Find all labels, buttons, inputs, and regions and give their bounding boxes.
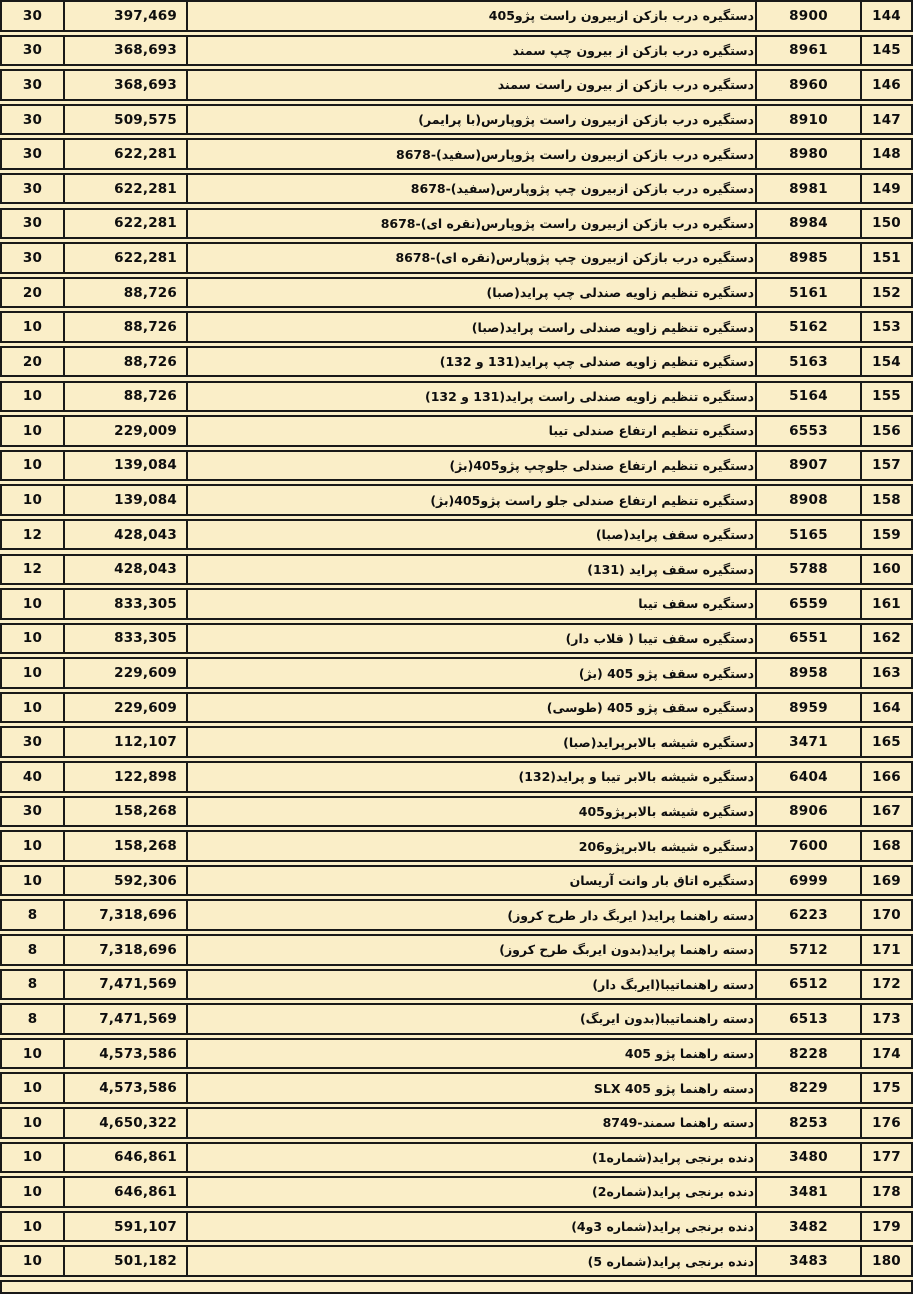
table-row bbox=[0, 381, 913, 413]
part-code-cell: 6513 bbox=[755, 1005, 860, 1033]
quantity-cell: 30 bbox=[22, 215, 43, 232]
part-code-cell: 3480 bbox=[755, 1144, 860, 1172]
row-number-cell: 159 bbox=[860, 521, 911, 549]
quantity-cell: 10 bbox=[22, 665, 43, 682]
table-row bbox=[0, 899, 913, 931]
price-cell: 833,305 bbox=[63, 590, 186, 618]
quantity-cell: 30 bbox=[22, 180, 43, 197]
row-number-cell: 145 bbox=[860, 37, 911, 65]
part-code-cell: 6512 bbox=[755, 971, 860, 999]
description-cell: دستگیره سقف پژو 405 (طوسی) bbox=[186, 694, 755, 722]
table-row bbox=[0, 1003, 913, 1035]
description-cell: دسته راهنما پژو 405 bbox=[186, 1040, 755, 1068]
part-code-cell: 8980 bbox=[755, 140, 860, 168]
price-cell: 622,281 bbox=[63, 244, 186, 272]
part-code-cell: 8908 bbox=[755, 486, 860, 514]
quantity-cell: 10 bbox=[22, 1253, 43, 1270]
table-row bbox=[0, 692, 913, 724]
price-cell: 229,609 bbox=[63, 694, 186, 722]
price-cell: 646,861 bbox=[63, 1144, 186, 1172]
table-row bbox=[0, 450, 913, 482]
table-row bbox=[0, 242, 913, 274]
row-number-cell: 155 bbox=[860, 383, 911, 411]
table-row bbox=[0, 1072, 913, 1104]
part-code-cell: 5164 bbox=[755, 383, 860, 411]
description-cell: دستگیره تنظیم ارتفاع صندلی تیبا bbox=[186, 417, 755, 445]
row-number-cell: 158 bbox=[860, 486, 911, 514]
description-cell: دستگیره تنظیم زاویه صندلی چپ پراید(صبا) bbox=[186, 279, 755, 307]
row-number-cell: 146 bbox=[860, 71, 911, 99]
quantity-cell: 8 bbox=[27, 907, 38, 924]
row-number-cell: 174 bbox=[860, 1040, 911, 1068]
part-code-cell: 5165 bbox=[755, 521, 860, 549]
description-cell: دستگیره درب بازکن ازبیرون راست پژوپارس(سفید)-8678 bbox=[186, 140, 755, 168]
row-number-cell: 156 bbox=[860, 417, 911, 445]
price-cell: 646,861 bbox=[63, 1178, 186, 1206]
row-number-cell: 178 bbox=[860, 1178, 911, 1206]
next-row-top-edge bbox=[0, 1280, 913, 1294]
price-cell: 7,318,696 bbox=[63, 936, 186, 964]
table-row bbox=[0, 623, 913, 655]
quantity-cell: 10 bbox=[22, 1045, 43, 1062]
part-code-cell: 8910 bbox=[755, 106, 860, 134]
table-row bbox=[0, 415, 913, 447]
description-cell: دستگیره درب بازکن ازبیرون چپ پژوپارس(نقره ای)-8678 bbox=[186, 244, 755, 272]
part-code-cell: 8906 bbox=[755, 798, 860, 826]
row-number-cell: 168 bbox=[860, 832, 911, 860]
description-cell: دستگیره درب بازکن ازبیرون راست پژو405 bbox=[186, 2, 755, 30]
row-number-cell: 163 bbox=[860, 659, 911, 687]
price-cell: 622,281 bbox=[63, 210, 186, 238]
quantity-cell: 10 bbox=[22, 838, 43, 854]
table-row bbox=[0, 35, 913, 67]
description-cell: دستگیره درب بازکن ازبیرون راست پژوپارس(نقره ای)-8678 bbox=[186, 210, 755, 238]
price-cell: 88,726 bbox=[63, 279, 186, 307]
description-cell: دستگیره درب بازکن از بیرون راست سمند bbox=[186, 71, 755, 99]
quantity-cell: 10 bbox=[22, 388, 43, 405]
row-number-cell: 173 bbox=[860, 1005, 911, 1033]
table-row bbox=[0, 796, 913, 828]
part-code-cell: 8900 bbox=[755, 2, 860, 30]
description-cell: دنده برنجی پراید(شماره2) bbox=[186, 1178, 755, 1206]
row-number-cell: 171 bbox=[860, 936, 911, 964]
row-number-cell: 180 bbox=[860, 1247, 911, 1275]
table-row bbox=[0, 865, 913, 897]
quantity-cell: 12 bbox=[22, 561, 43, 578]
part-code-cell: 6553 bbox=[755, 417, 860, 445]
row-number-cell: 175 bbox=[860, 1074, 911, 1102]
quantity-cell: 40 bbox=[22, 768, 43, 785]
quantity-cell: 12 bbox=[22, 526, 43, 543]
price-cell: 88,726 bbox=[63, 313, 186, 341]
price-cell: 833,305 bbox=[63, 625, 186, 653]
part-code-cell: 5788 bbox=[755, 556, 860, 584]
quantity-cell: 10 bbox=[22, 1183, 43, 1200]
row-number-cell: 162 bbox=[860, 625, 911, 653]
part-code-cell: 8981 bbox=[755, 175, 860, 203]
description-cell: دسته راهنما پراید( ایربگ دار طرح کروز) bbox=[186, 901, 755, 929]
quantity-cell: 10 bbox=[22, 492, 43, 509]
quantity-cell: 30 bbox=[22, 734, 43, 751]
quantity-cell: 10 bbox=[22, 699, 43, 716]
price-cell: 7,471,569 bbox=[63, 971, 186, 999]
quantity-cell: 10 bbox=[22, 457, 43, 474]
description-cell: دستگیره درب بازکن ازبیرون راست پژوپارس(با پرایمر) bbox=[186, 106, 755, 134]
price-cell: 122,898 bbox=[63, 763, 186, 791]
quantity-cell: 20 bbox=[22, 353, 43, 370]
row-number-cell: 150 bbox=[860, 210, 911, 238]
table-row bbox=[0, 519, 913, 551]
row-number-cell: 170 bbox=[860, 901, 911, 929]
price-cell: 112,107 bbox=[63, 728, 186, 756]
quantity-cell: 10 bbox=[22, 422, 43, 439]
table-row bbox=[0, 761, 913, 793]
quantity-cell: 10 bbox=[22, 319, 43, 336]
price-cell: 7,471,569 bbox=[63, 1005, 186, 1033]
description-cell: دستگیره تنظیم زاویه صندلی چپ پراید(131 و 132) bbox=[186, 348, 755, 376]
table-row bbox=[0, 69, 913, 101]
quantity-cell: 8 bbox=[27, 941, 38, 958]
part-code-cell: 6223 bbox=[755, 901, 860, 929]
description-cell: دستگیره سقف پراید(صبا) bbox=[186, 521, 755, 549]
table-row bbox=[0, 1038, 913, 1070]
row-number-cell: 160 bbox=[860, 556, 911, 584]
price-cell: 622,281 bbox=[63, 175, 186, 203]
table-row bbox=[0, 104, 913, 136]
quantity-cell: 30 bbox=[22, 76, 43, 93]
row-number-cell: 165 bbox=[860, 728, 911, 756]
price-cell: 229,609 bbox=[63, 659, 186, 687]
description-cell: دسته راهنما پژو 405 SLX bbox=[186, 1074, 755, 1102]
price-cell: 88,726 bbox=[63, 348, 186, 376]
part-code-cell: 6559 bbox=[755, 590, 860, 618]
table-row bbox=[0, 0, 913, 32]
part-code-cell: 3483 bbox=[755, 1247, 860, 1275]
description-cell: دستگیره اتاق بار وانت آریسان bbox=[186, 867, 755, 895]
description-cell: دستگیره درب بازکن از بیرون چپ سمند bbox=[186, 37, 755, 65]
part-code-cell: 8253 bbox=[755, 1109, 860, 1137]
price-cell: 592,306 bbox=[63, 867, 186, 895]
price-cell: 158,268 bbox=[63, 798, 186, 826]
quantity-cell: 10 bbox=[22, 1218, 43, 1235]
description-cell: دستگیره سقف تیبا ( قلاب دار) bbox=[186, 625, 755, 653]
part-code-cell: 8959 bbox=[755, 694, 860, 722]
price-cell: 229,009 bbox=[63, 417, 186, 445]
price-cell: 4,650,322 bbox=[63, 1109, 186, 1137]
part-code-cell: 8961 bbox=[755, 37, 860, 65]
part-code-cell: 6551 bbox=[755, 625, 860, 653]
table-row bbox=[0, 1245, 913, 1277]
part-code-cell: 5161 bbox=[755, 279, 860, 307]
part-code-cell: 8907 bbox=[755, 452, 860, 480]
table-row bbox=[0, 173, 913, 205]
part-code-cell: 8985 bbox=[755, 244, 860, 272]
part-code-cell: 3481 bbox=[755, 1178, 860, 1206]
price-cell: 428,043 bbox=[63, 521, 186, 549]
quantity-cell: 30 bbox=[22, 803, 43, 820]
description-cell: دسته راهنما سمند-8749 bbox=[186, 1109, 755, 1137]
part-code-cell: 3482 bbox=[755, 1213, 860, 1241]
table-row bbox=[0, 484, 913, 516]
description-cell: دستگیره تنظیم ارتفاع صندلی جلوچپ پژو405(بژ) bbox=[186, 452, 755, 480]
table-row bbox=[0, 726, 913, 758]
price-cell: 88,726 bbox=[63, 383, 186, 411]
description-cell: دستگیره شیشه بالابرپژو405 bbox=[186, 798, 755, 826]
row-number-cell: 148 bbox=[860, 140, 911, 168]
part-code-cell: 8228 bbox=[755, 1040, 860, 1068]
description-cell: دستگیره تنظیم زاویه صندلی راست پراید(131 و 132) bbox=[186, 383, 755, 411]
row-number-cell: 157 bbox=[860, 452, 911, 480]
quantity-cell: 8 bbox=[27, 1010, 38, 1027]
price-cell: 428,043 bbox=[63, 556, 186, 584]
quantity-cell: 30 bbox=[22, 111, 43, 128]
row-number-cell: 172 bbox=[860, 971, 911, 999]
row-number-cell: 147 bbox=[860, 106, 911, 134]
description-cell: دستگیره شیشه بالابرپژو206 bbox=[186, 832, 755, 860]
part-code-cell: 5162 bbox=[755, 313, 860, 341]
price-cell: 509,575 bbox=[63, 106, 186, 134]
part-code-cell: 5712 bbox=[755, 936, 860, 964]
row-number-cell: 151 bbox=[860, 244, 911, 272]
description-cell: دنده برنجی پراید(شماره 5) bbox=[186, 1247, 755, 1275]
table-row bbox=[0, 588, 913, 620]
description-cell: دستگیره تنظیم ارتفاع صندلی جلو راست پژو405(بژ) bbox=[186, 486, 755, 514]
quantity-cell: 30 bbox=[22, 42, 43, 59]
price-cell: 4,573,586 bbox=[63, 1040, 186, 1068]
price-cell: 158,268 bbox=[63, 832, 186, 860]
table-row bbox=[0, 208, 913, 240]
row-number-cell: 153 bbox=[860, 313, 911, 341]
table-row bbox=[0, 934, 913, 966]
quantity-cell: 10 bbox=[22, 595, 43, 612]
table-row bbox=[0, 830, 913, 862]
quantity-cell: 10 bbox=[22, 1114, 43, 1131]
description-cell: دستگیره سقف پراید (131) bbox=[186, 556, 755, 584]
price-cell: 139,084 bbox=[63, 486, 186, 514]
row-number-cell: 149 bbox=[860, 175, 911, 203]
table-row bbox=[0, 1176, 913, 1208]
table-row bbox=[0, 1211, 913, 1243]
price-cell: 7,318,696 bbox=[63, 901, 186, 929]
price-cell: 4,573,586 bbox=[63, 1074, 186, 1102]
price-cell: 368,693 bbox=[63, 71, 186, 99]
part-code-cell: 8958 bbox=[755, 659, 860, 687]
quantity-cell: 30 bbox=[22, 7, 43, 24]
quantity-cell: 10 bbox=[22, 630, 43, 647]
table-row bbox=[0, 138, 913, 170]
price-cell: 397,469 bbox=[63, 2, 186, 30]
part-code-cell: 3471 bbox=[755, 728, 860, 756]
quantity-cell: 20 bbox=[22, 284, 43, 301]
description-cell: دستگیره سقف تیبا bbox=[186, 590, 755, 618]
description-cell: دسته راهنما پراید(بدون ایربگ طرح کروز) bbox=[186, 936, 755, 964]
row-number-cell: 161 bbox=[860, 590, 911, 618]
description-cell: دستگیره تنظیم زاویه صندلی راست پراید(صبا) bbox=[186, 313, 755, 341]
table-row bbox=[0, 311, 913, 343]
row-number-cell: 144 bbox=[860, 2, 911, 30]
row-number-cell: 154 bbox=[860, 348, 911, 376]
table-row bbox=[0, 277, 913, 309]
description-cell: دستگیره شیشه بالابرپراید(صبا) bbox=[186, 728, 755, 756]
description-cell: دنده برنجی پراید(شماره1) bbox=[186, 1144, 755, 1172]
table-row bbox=[0, 657, 913, 689]
row-number-cell: 166 bbox=[860, 763, 911, 791]
table-row bbox=[0, 969, 913, 1001]
quantity-cell: 8 bbox=[27, 976, 38, 993]
part-code-cell: 6404 bbox=[755, 763, 860, 791]
price-cell: 368,693 bbox=[63, 37, 186, 65]
table-row bbox=[0, 1142, 913, 1174]
description-cell: دسته راهنماتیبا(بدون ایربگ) bbox=[186, 1005, 755, 1033]
part-code-cell: 6999 bbox=[755, 867, 860, 895]
price-cell: 591,107 bbox=[63, 1213, 186, 1241]
price-cell: 622,281 bbox=[63, 140, 186, 168]
quantity-cell: 10 bbox=[22, 1149, 43, 1166]
table-row bbox=[0, 554, 913, 586]
row-number-cell: 176 bbox=[860, 1109, 911, 1137]
row-number-cell: 164 bbox=[860, 694, 911, 722]
row-number-cell: 169 bbox=[860, 867, 911, 895]
price-cell: 139,084 bbox=[63, 452, 186, 480]
part-code-cell: 8229 bbox=[755, 1074, 860, 1102]
price-cell: 501,182 bbox=[63, 1247, 186, 1275]
quantity-cell: 30 bbox=[22, 146, 43, 163]
description-cell: دستگیره درب بازکن ازبیرون چپ پژوپارس(سفید)-8678 bbox=[186, 175, 755, 203]
row-number-cell: 177 bbox=[860, 1144, 911, 1172]
description-cell: دسته راهنماتیبا(ایربگ دار) bbox=[186, 971, 755, 999]
description-cell: دستگیره سقف پژو 405 (بژ) bbox=[186, 659, 755, 687]
row-number-cell: 167 bbox=[860, 798, 911, 826]
quantity-cell: 30 bbox=[22, 249, 43, 266]
table-row bbox=[0, 1107, 913, 1139]
description-cell: دنده برنجی پراید(شماره 3و4) bbox=[186, 1213, 755, 1241]
description-cell: دستگیره شیشه بالابر تیبا و پراید(132) bbox=[186, 763, 755, 791]
part-code-cell: 8984 bbox=[755, 210, 860, 238]
quantity-cell: 10 bbox=[22, 1080, 43, 1097]
part-code-cell: 8960 bbox=[755, 71, 860, 99]
part-code-cell: 7600 bbox=[755, 832, 860, 860]
row-number-cell: 152 bbox=[860, 279, 911, 307]
table-row bbox=[0, 346, 913, 378]
quantity-cell: 10 bbox=[22, 872, 43, 889]
row-number-cell: 179 bbox=[860, 1213, 911, 1241]
part-code-cell: 5163 bbox=[755, 348, 860, 376]
